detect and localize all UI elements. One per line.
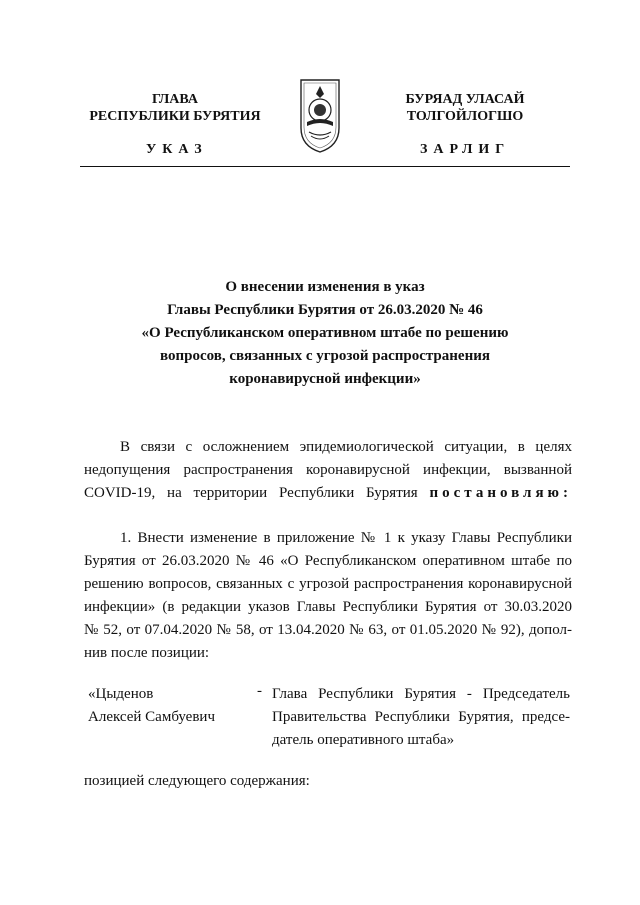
title-text-line: Глава Республики Бурятия - Председатель — [272, 686, 570, 702]
buryatia-coat-of-arms-icon — [297, 76, 343, 154]
text-line: В связи с осложнением эпидемиологической ситуации, в целях — [120, 439, 572, 455]
text-line: решению вопросов, связанных с угрозой распространения коронавирусной — [84, 576, 572, 592]
header-right-line: ТОЛГОЙЛОГШО — [406, 109, 524, 124]
name-line: «Цыденов — [88, 686, 154, 702]
tail-text: позицией следующего содержания: — [84, 773, 310, 789]
text-line: 1. Внести изменение в приложение № 1 к указу Главы Республики — [120, 530, 572, 546]
text-line: инфекции» (в редакции указов Главы Республики Бурятия от 30.03.2020 — [84, 599, 572, 615]
text-line: Бурятия от 26.03.2020 № 46 «О Республиканском оперативном штабе по — [84, 553, 572, 569]
title-text-line: датель оперативного штаба» — [272, 732, 455, 748]
text-line — [84, 482, 572, 505]
header-right-line: БУРЯАД УЛАСАЙ — [405, 92, 525, 107]
resolve-word: постановляю: — [429, 485, 573, 501]
title-line: «О Республиканском оперативном штабе по решению — [141, 325, 509, 341]
title-text-line: Правительства Республики Бурятия, предсе- — [272, 709, 570, 725]
title-line: вопросов, связанных с угрозой распространения — [160, 348, 490, 364]
title-line: Главы Республики Бурятия от 26.03.2020 № 46 — [167, 302, 483, 318]
header-right — [370, 91, 560, 125]
header-left — [80, 91, 270, 125]
position-dash: - — [257, 683, 262, 699]
header-left-line: ГЛАВА — [152, 92, 198, 107]
title-line: О внесении изменения в указ — [225, 279, 425, 295]
document-kind-right: ЗАРЛИГ — [420, 142, 511, 157]
text-line: недопущения распространения коронавирусной инфекции, вызванной — [84, 462, 572, 478]
preamble-last-text: COVID-19, на территории Республики Бурятия — [84, 485, 418, 501]
header-divider — [80, 166, 570, 167]
item-1-paragraph — [84, 527, 572, 665]
title-line: коронавирусной инфекции» — [229, 371, 421, 387]
text-line: № 52, от 07.04.2020 № 58, от 13.04.2020 № 63, от 01.05.2020 № 92), допол- — [84, 622, 572, 638]
decree-title — [80, 276, 570, 391]
preamble-paragraph — [84, 436, 572, 505]
name-line: Алексей Самбуевич — [88, 709, 215, 725]
text-line: нив после позиции: — [84, 645, 210, 661]
position-title — [272, 683, 570, 752]
document-kind-left: УКАЗ — [146, 142, 208, 157]
position-person-name — [88, 683, 215, 729]
header-left-line: РЕСПУБЛИКИ БУРЯТИЯ — [89, 109, 261, 124]
